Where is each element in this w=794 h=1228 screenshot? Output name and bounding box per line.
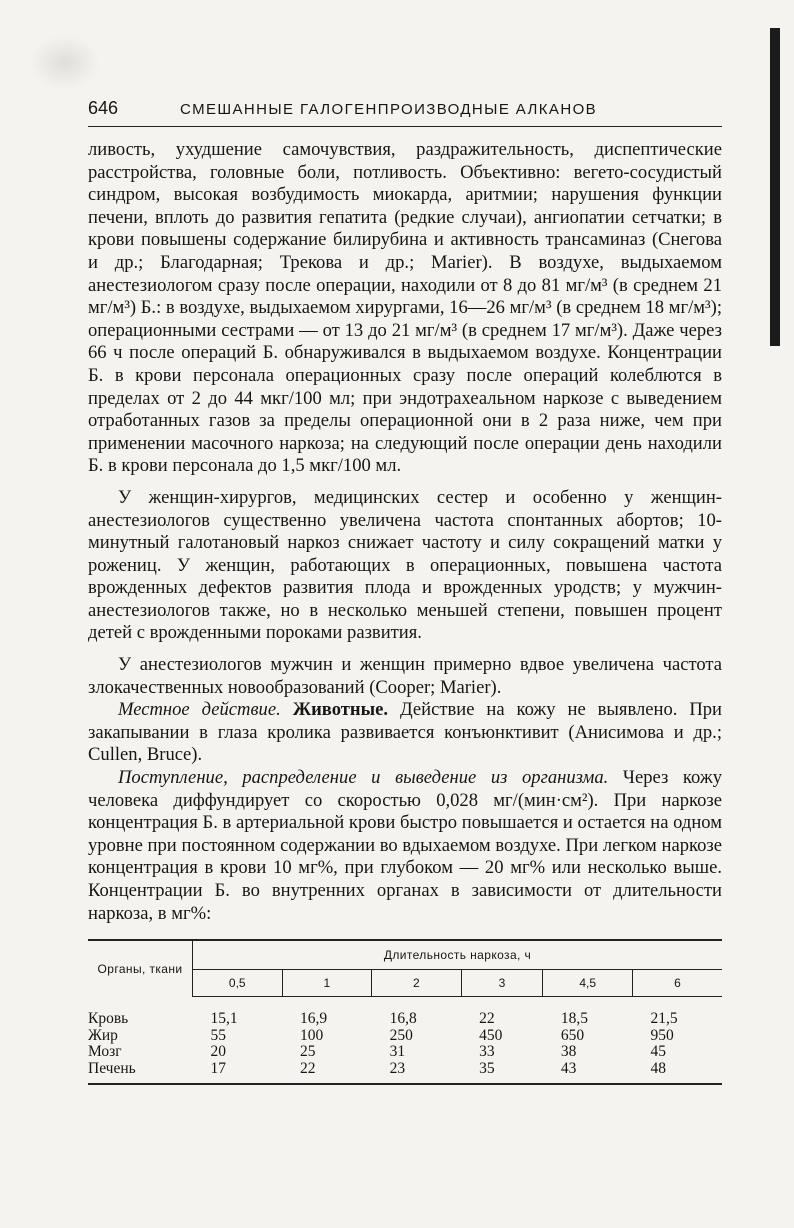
table-cell: 16,8 [389, 1010, 417, 1028]
table-cell: 650 [560, 1026, 585, 1044]
table-cell: 38 [560, 1043, 577, 1061]
local-action-heading: Местное действие. [118, 699, 281, 721]
paragraph-symptoms: ливость, ухудшение самочувствия, раздражительность, диспептические расстройства, головные боли, потливость. Объективно: вегето-сосудистый синдром, высокая возбудимость миокарда, аритмии; нарушения функции печени, вплоть до развития гепатита (редкие случаи), ангиопатии сетчатки; в крови повышены содержание билирубина и активность трансаминаз (Снегова и др.; Благодарная; Трекова и др.; Marier). В воздухе, выдыхаемом анестезиологом сразу после операции, находили от 8 до 81 мг/м³ (в среднем 21 мг/м³) Б.: в воздухе, выдыхаемом хирургами, 16—26 мг/м³ (в среднем 18 мг/м³); операционными сестрами — от 13 до 21 мг/м³ (в среднем 17 мг/м³). Даже через 66 ч после операций Б. обнаруживался в выдыхаемом воздухе. Концентрации Б. в крови персонала операционных сразу после операций колеблются в пределах от 2 до 44 мкг/100 мл; при эндотрахеальном наркозе с выведением отработанных газов за пределы операционной они в 2 раза ниже, чем при применении масочного наркоза; на следующий после операции день находили Б. в крови персонала до 1,5 мкг/100 мл. [88, 139, 722, 477]
table-cell: 250 [389, 1026, 413, 1044]
local-action-text: Действие на кожу не выявлено. При закапывании в глаза кролика развивается конъюнктивит (Анисимова и др.; Cullen, Bruce). [88, 699, 723, 766]
duration-group-header: Длительность наркоза, ч [193, 940, 723, 970]
table-cell: 950 [650, 1026, 674, 1044]
page-body [88, 139, 722, 925]
table-row [88, 997, 722, 1028]
table-cell: 31 [389, 1043, 406, 1061]
table-cell: 16,9 [300, 1010, 328, 1028]
paragraph-local-action [88, 699, 722, 767]
organs-column-header: Органы, ткани [88, 940, 193, 997]
table-cell: 22 [479, 1010, 495, 1028]
table-row [88, 1044, 722, 1061]
duration-header: 2 [372, 970, 462, 997]
paragraph-reproduction: У женщин-хирургов, медицинских сестер и особенно у женщин-анестезиологов существенно увеличена частота спонтанных абортов; 10-минутный галотановый наркоз снижает частоту и силу сокращений матки у рожениц. У женщин, работающих в операционных, повышена частота врожденных дефектов развития плода и врожденных уродств; у мужчин-анестезиологов также, но в несколько меньшей степени, повышен процент детей с врожденными пороками развития. [88, 486, 722, 644]
table-row [88, 1061, 722, 1085]
duration-header: 6 [632, 970, 722, 997]
table-cell: 33 [479, 1043, 495, 1061]
table-cell: 25 [300, 1043, 316, 1061]
organ-name: Жир [88, 1026, 118, 1044]
running-title: СМЕШАННЫЕ ГАЛОГЕНПРОИЗВОДНЫЕ АЛКАНОВ [180, 101, 598, 118]
distribution-heading: Поступление, распределение и выведение из организма. [118, 767, 609, 789]
table-cell: 45 [650, 1043, 666, 1061]
animals-subheading: Животные. [292, 699, 389, 721]
table-cell: 48 [632, 1061, 722, 1085]
table-header-row [88, 940, 722, 970]
scan-smudge [30, 35, 100, 90]
book-page [88, 98, 722, 1085]
table-cell: 35 [461, 1061, 543, 1085]
page-number: 646 [88, 98, 119, 118]
organ-name: Мозг [88, 1043, 122, 1061]
header-rule [88, 126, 722, 127]
concentration-table [88, 939, 722, 1085]
organ-name: Кровь [88, 1009, 129, 1027]
table-cell: 20 [210, 1043, 226, 1061]
duration-header: 3 [461, 970, 543, 997]
duration-header: 4,5 [543, 970, 633, 997]
table-cell: 18,5 [560, 1010, 589, 1028]
table-cell: 15,1 [210, 1010, 238, 1028]
duration-header: 0,5 [193, 970, 283, 997]
table-cell: 450 [479, 1026, 503, 1044]
distribution-text: Через кожу человека диффундирует со скоростью 0,028 мг/(мин·см²). При наркозе концентрация Б. в артериальной крови быстро повышается и остается на одном уровне при постоянном содержании во вдыхаемом воздухе. При легком наркозе концентрация в крови 10 мг%, при глубоком — 20 мг% или несколько выше. Концентрации Б. во внутренних органах в зависимости от длительности наркоза, в мг%: [88, 767, 722, 924]
table-row [88, 1028, 722, 1045]
paragraph-distribution [88, 767, 722, 925]
page-header [88, 98, 722, 122]
table-cell: 43 [543, 1061, 633, 1085]
table-cell: 100 [300, 1026, 324, 1044]
scan-edge-bar [770, 28, 780, 346]
organ-name: Печень [88, 1061, 193, 1085]
table-cell: 22 [282, 1061, 372, 1085]
table-cell: 55 [210, 1026, 226, 1044]
paragraph-oncology: У анестезиологов мужчин и женщин примерно вдвое увеличена частота злокачественных новообразований (Cooper; Marier). [88, 654, 722, 698]
duration-header: 1 [282, 970, 372, 997]
table-cell: 21,5 [650, 1010, 678, 1028]
table-cell: 17 [193, 1061, 283, 1085]
table-cell: 23 [372, 1061, 462, 1085]
